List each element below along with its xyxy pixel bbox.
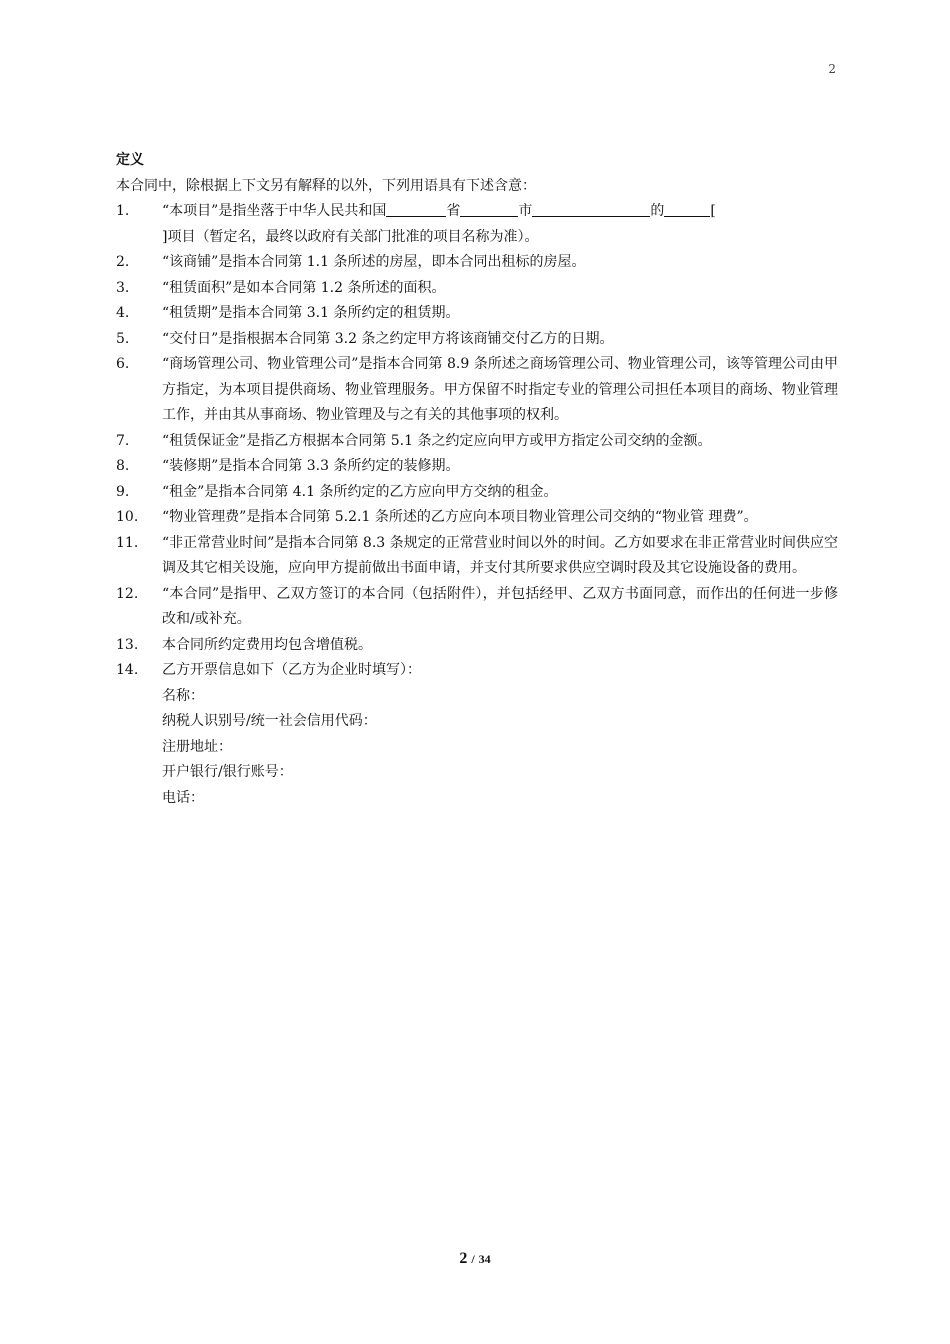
item-text: “租赁保证金”是指乙方根据本合同第 5.1 条之约定应向甲方或甲方指定公司交纳的金额。 xyxy=(162,432,712,449)
footer-current-page: 2 xyxy=(459,1250,468,1267)
header-page-number: 2 xyxy=(828,62,836,76)
definition-item xyxy=(116,276,838,302)
item-number: 12. xyxy=(116,585,139,602)
item-text: “非正常营业时间”是指本合同第 8.3 条规定的正常营业时间以外的时间。乙方如要求在非正常营业时间供应空调及其它相关设施，应向甲方提前做出书面申请，并支付其所要求供应空调时段及其它设施设备的费用。 xyxy=(162,534,838,576)
item-text: “租赁面积”是如本合同第 1.2 条所述的面积。 xyxy=(162,279,446,296)
definition-item xyxy=(116,250,838,276)
definition-item xyxy=(116,582,838,633)
item-number: 6. xyxy=(116,356,130,372)
item-text: “本项目”是指坐落于中华人民共和国 省 市 的 [ ]项目（暂定名，最终以政府有关部门批准的项目名称为准）。 xyxy=(162,199,838,250)
item-number: 9. xyxy=(116,483,130,500)
document-body xyxy=(116,148,838,811)
definition-item xyxy=(116,633,838,659)
item-text: 本合同所约定费用均包含增值税。 xyxy=(162,636,372,653)
item-text: “该商铺”是指本合同第 1.1 条所述的房屋，即本合同出租标的房屋。 xyxy=(162,254,586,270)
site-blank[interactable] xyxy=(664,200,710,217)
item-number: 1. xyxy=(116,203,130,219)
item-number: 7. xyxy=(116,432,130,449)
item-text: “交付日”是指根据本合同第 3.2 条之约定甲方将该商铺交付乙方的日期。 xyxy=(162,330,614,347)
item-number: 11. xyxy=(116,534,139,551)
item-number: 14. xyxy=(116,662,139,678)
intro-paragraph: 本合同中，除根据上下文另有解释的以外，下列用语具有下述含意： xyxy=(116,177,536,194)
item-number: 3. xyxy=(116,279,130,296)
definition-item xyxy=(116,352,838,429)
item-text: “本合同”是指甲、乙双方签订的本合同（包括附件），并包括经甲、乙双方书面同意，而作出的任何进一步修改和/或补充。 xyxy=(162,585,838,627)
page-footer xyxy=(0,1250,950,1268)
definition-item xyxy=(116,480,838,506)
item-number: 8. xyxy=(116,458,130,474)
footer-separator: / xyxy=(471,1252,475,1266)
definition-item xyxy=(116,505,838,531)
invoice-info xyxy=(116,684,838,812)
item-text: “装修期”是指本合同第 3.3 条所约定的装修期。 xyxy=(162,458,460,474)
footer-total-pages: 34 xyxy=(478,1252,491,1266)
item-number: 13. xyxy=(116,636,139,653)
definition-item xyxy=(116,301,838,327)
definition-item xyxy=(116,658,838,684)
definition-list xyxy=(116,250,838,684)
item-text: “租赁期”是指本合同第 3.1 条所约定的租赁期。 xyxy=(162,305,460,321)
item-text: “物业管理费”是指本合同第 5.2.1 条所述的乙方应向本项目物业管理公司交纳的“物业管 理费”。 xyxy=(162,509,758,525)
definition-item xyxy=(116,531,838,582)
invoice-field-label: 名称： xyxy=(162,687,204,704)
province-blank[interactable] xyxy=(386,200,446,217)
invoice-field-label: 电话： xyxy=(162,789,204,806)
city-blank[interactable] xyxy=(460,200,518,217)
item-text: 乙方开票信息如下（乙方为企业时填写）： xyxy=(162,662,421,678)
definition-item xyxy=(116,429,838,455)
item-number: 10. xyxy=(116,509,139,525)
definition-item xyxy=(116,454,838,480)
item-number: 2. xyxy=(116,254,130,270)
item-text: “租金”是指本合同第 4.1 条所约定的乙方应向甲方交纳的租金。 xyxy=(162,483,558,500)
definition-item xyxy=(116,199,838,250)
item-number: 5. xyxy=(116,330,130,347)
invoice-field-label: 注册地址： xyxy=(162,738,232,755)
invoice-field-label: 开户银行/银行账号： xyxy=(162,764,293,780)
item-number: 4. xyxy=(116,305,130,321)
section-title: 定义 xyxy=(116,152,144,168)
definition-item xyxy=(116,327,838,353)
location-blank[interactable] xyxy=(532,200,650,217)
item-text: “商场管理公司、物业管理公司”是指本合同第 8.9 条所述之商场管理公司、物业管理公司，该等管理公司由甲方指定，为本项目提供商场、物业管理服务。甲方保留不时指定专业的管理公司担任本项目的商场、物业管理工作，并由其从事商场、物业管理及与之有关的其他事项的权利。 xyxy=(162,356,838,423)
invoice-field-label: 纳税人识别号/统一社会信用代码： xyxy=(162,713,377,729)
